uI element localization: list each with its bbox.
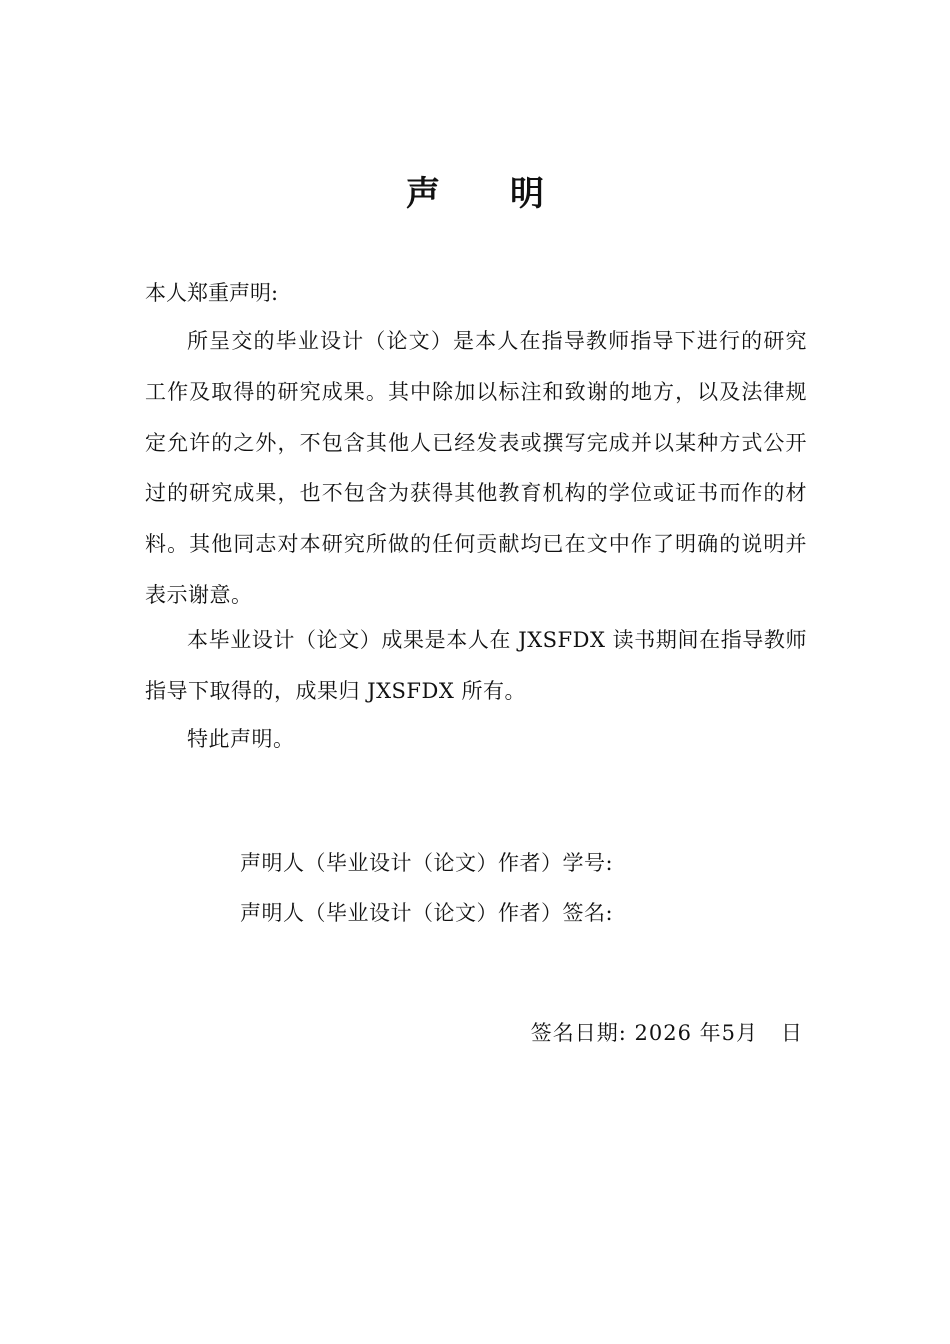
declaration-paragraph-1: 所呈交的毕业设计（论文）是本人在指导教师指导下进行的研究工作及取得的研究成果。其中除加以标注和致谢的地方，以及法律规定允许的之外，不包含其他人已经发表或撰写完成并以某种方式公开过的研究成果，也不包含为获得其他教育机构的学位或证书而作的材料。其他同志对本研究所做的任何贡献均已在文中作了明确的说明并表示谢意。: [145, 329, 807, 607]
signature-name-line: 声明人（毕业设计（论文）作者）签名:: [240, 901, 614, 925]
page-title: [0, 166, 950, 215]
title-char-2: 明: [510, 174, 544, 214]
signature-student-id-line: 声明人（毕业设计（论文）作者）学号:: [240, 851, 614, 875]
signature-date-line: 签名日期: 2026 年5月 日: [530, 1021, 803, 1045]
declaration-paragraph-3: 特此声明。: [187, 727, 295, 751]
declaration-paragraph-2: 本毕业设计（论文）成果是本人在 JXSFDX 读书期间在指导教师指导下取得的，成果归 JXSFDX 所有。: [145, 628, 807, 703]
title-char-1: 声: [406, 174, 440, 214]
declaration-intro: 本人郑重声明:: [145, 281, 279, 305]
